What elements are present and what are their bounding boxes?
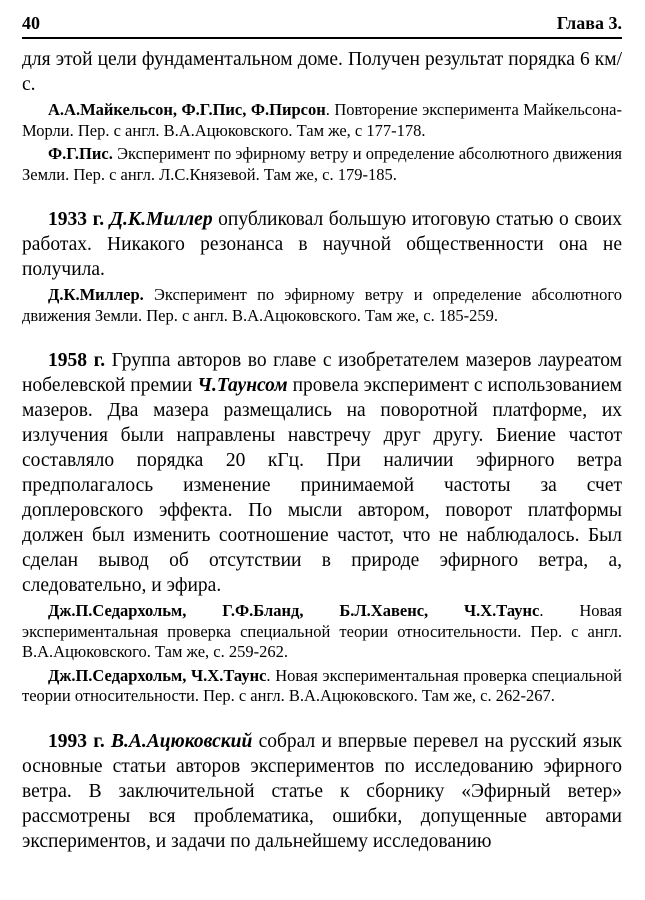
reference-authors: Д.К.Миллер. (48, 285, 144, 304)
paragraph-1933 (22, 207, 622, 282)
year-label: 1933 г. (48, 209, 105, 230)
person-name: Д.К.Миллер (109, 209, 213, 230)
reference-text: . Новая экспериментальная проверка специальной теории относительности. Пер. с англ. В.А.Ацюковского. Там же, с. 259-262. (22, 601, 622, 661)
body-text (22, 47, 622, 854)
reference-authors: Ф.Г.Пис. (48, 144, 113, 163)
paragraph-text: собрал и впервые перевел на русский язык основные статьи авторов экспериментов по исследованию эфирного ветра. В заключительной статье к сборнику «Эфирный ветер» рассмотрены вся проблематика, ошибки, допущенные авторами экспериментов, и задачи по дальнейшему исследованию (22, 730, 623, 852)
running-header (22, 12, 622, 39)
reference-michelson-pease-pearson (22, 100, 622, 141)
chapter-title: Глава 3. (556, 13, 622, 33)
page-number: 40 (22, 13, 40, 33)
reference-authors: Дж.П.Седархольм, Г.Ф.Бланд, Б.Л.Хавенс, Ч.Х.Таунс (48, 601, 540, 620)
section-gap (22, 707, 622, 729)
reference-text: . Новая экспериментальная проверка специальной теории относительности. Пер. с англ. В.А.Ацюковского. Там же, с. 262-267. (22, 665, 622, 705)
reference-miller (22, 285, 622, 326)
paragraph-1993 (22, 729, 622, 854)
year-label: 1993 г. (48, 730, 105, 752)
reference-authors: Дж.П.Седархольм, Ч.Х.Таунс (48, 665, 267, 685)
paragraph-text: для этой цели фундаментальном доме. Получен результат порядка 6 км/с. (22, 49, 622, 95)
paragraph-1958 (22, 348, 622, 598)
person-name: В.А.Ацюковский (110, 730, 253, 752)
section-gap (22, 326, 622, 348)
year-label: 1958 г. (48, 350, 106, 371)
reference-cedarholm-bland-havens-townes (22, 601, 622, 663)
paragraph-text: опубликовал большую итоговую статью о своих работах. Никакого резонанса в научной общественности она не получила. (22, 209, 622, 280)
reference-text: Эксперимент по эфирному ветру и определение абсолютного движения Земли. Пер. с англ. В.А.Ацюковского. Там же, с. 185-259. (22, 285, 622, 325)
person-name: Ч.Таунсом (197, 375, 288, 396)
paragraph-text: провела эксперимент с использованием мазеров. Два мазера размещались на поворотной платформе, их излучения были направлены навстречу друг другу. Биение частот составляло порядка 20 кГц. При наличии эфирного ветра предполагалось изменение принимаемой частоты за счет доплеровского эффекта. По мысли автором, поворот платформы должен был изменить соотношение частот, что не наблюдалось. Был сделан вывод об отсутствии в природе эфирного ветра, а, следовательно, и эфира. (22, 375, 622, 596)
reference-cedarholm-townes (22, 666, 622, 707)
reference-authors: А.А.Майкельсон, Ф.Г.Пис, Ф.Пирсон (48, 100, 326, 119)
paragraph-continuation (22, 47, 622, 97)
paragraph-text-lead: Группа авторов во главе с изобретателем мазеров лауреатом нобелевской премии (22, 350, 623, 396)
reference-pease (22, 144, 622, 185)
section-gap (22, 185, 622, 207)
book-page (22, 12, 622, 854)
reference-text: Эксперимент по эфирному ветру и определение абсолютного движения Земли. Пер. с англ. Л.С.Князевой. Там же, с. 179-185. (22, 144, 622, 184)
reference-text: . Повторение эксперимента Майкельсона-Морли. Пер. с англ. В.А.Ацюковского. Там же, с 177-178. (22, 100, 623, 140)
